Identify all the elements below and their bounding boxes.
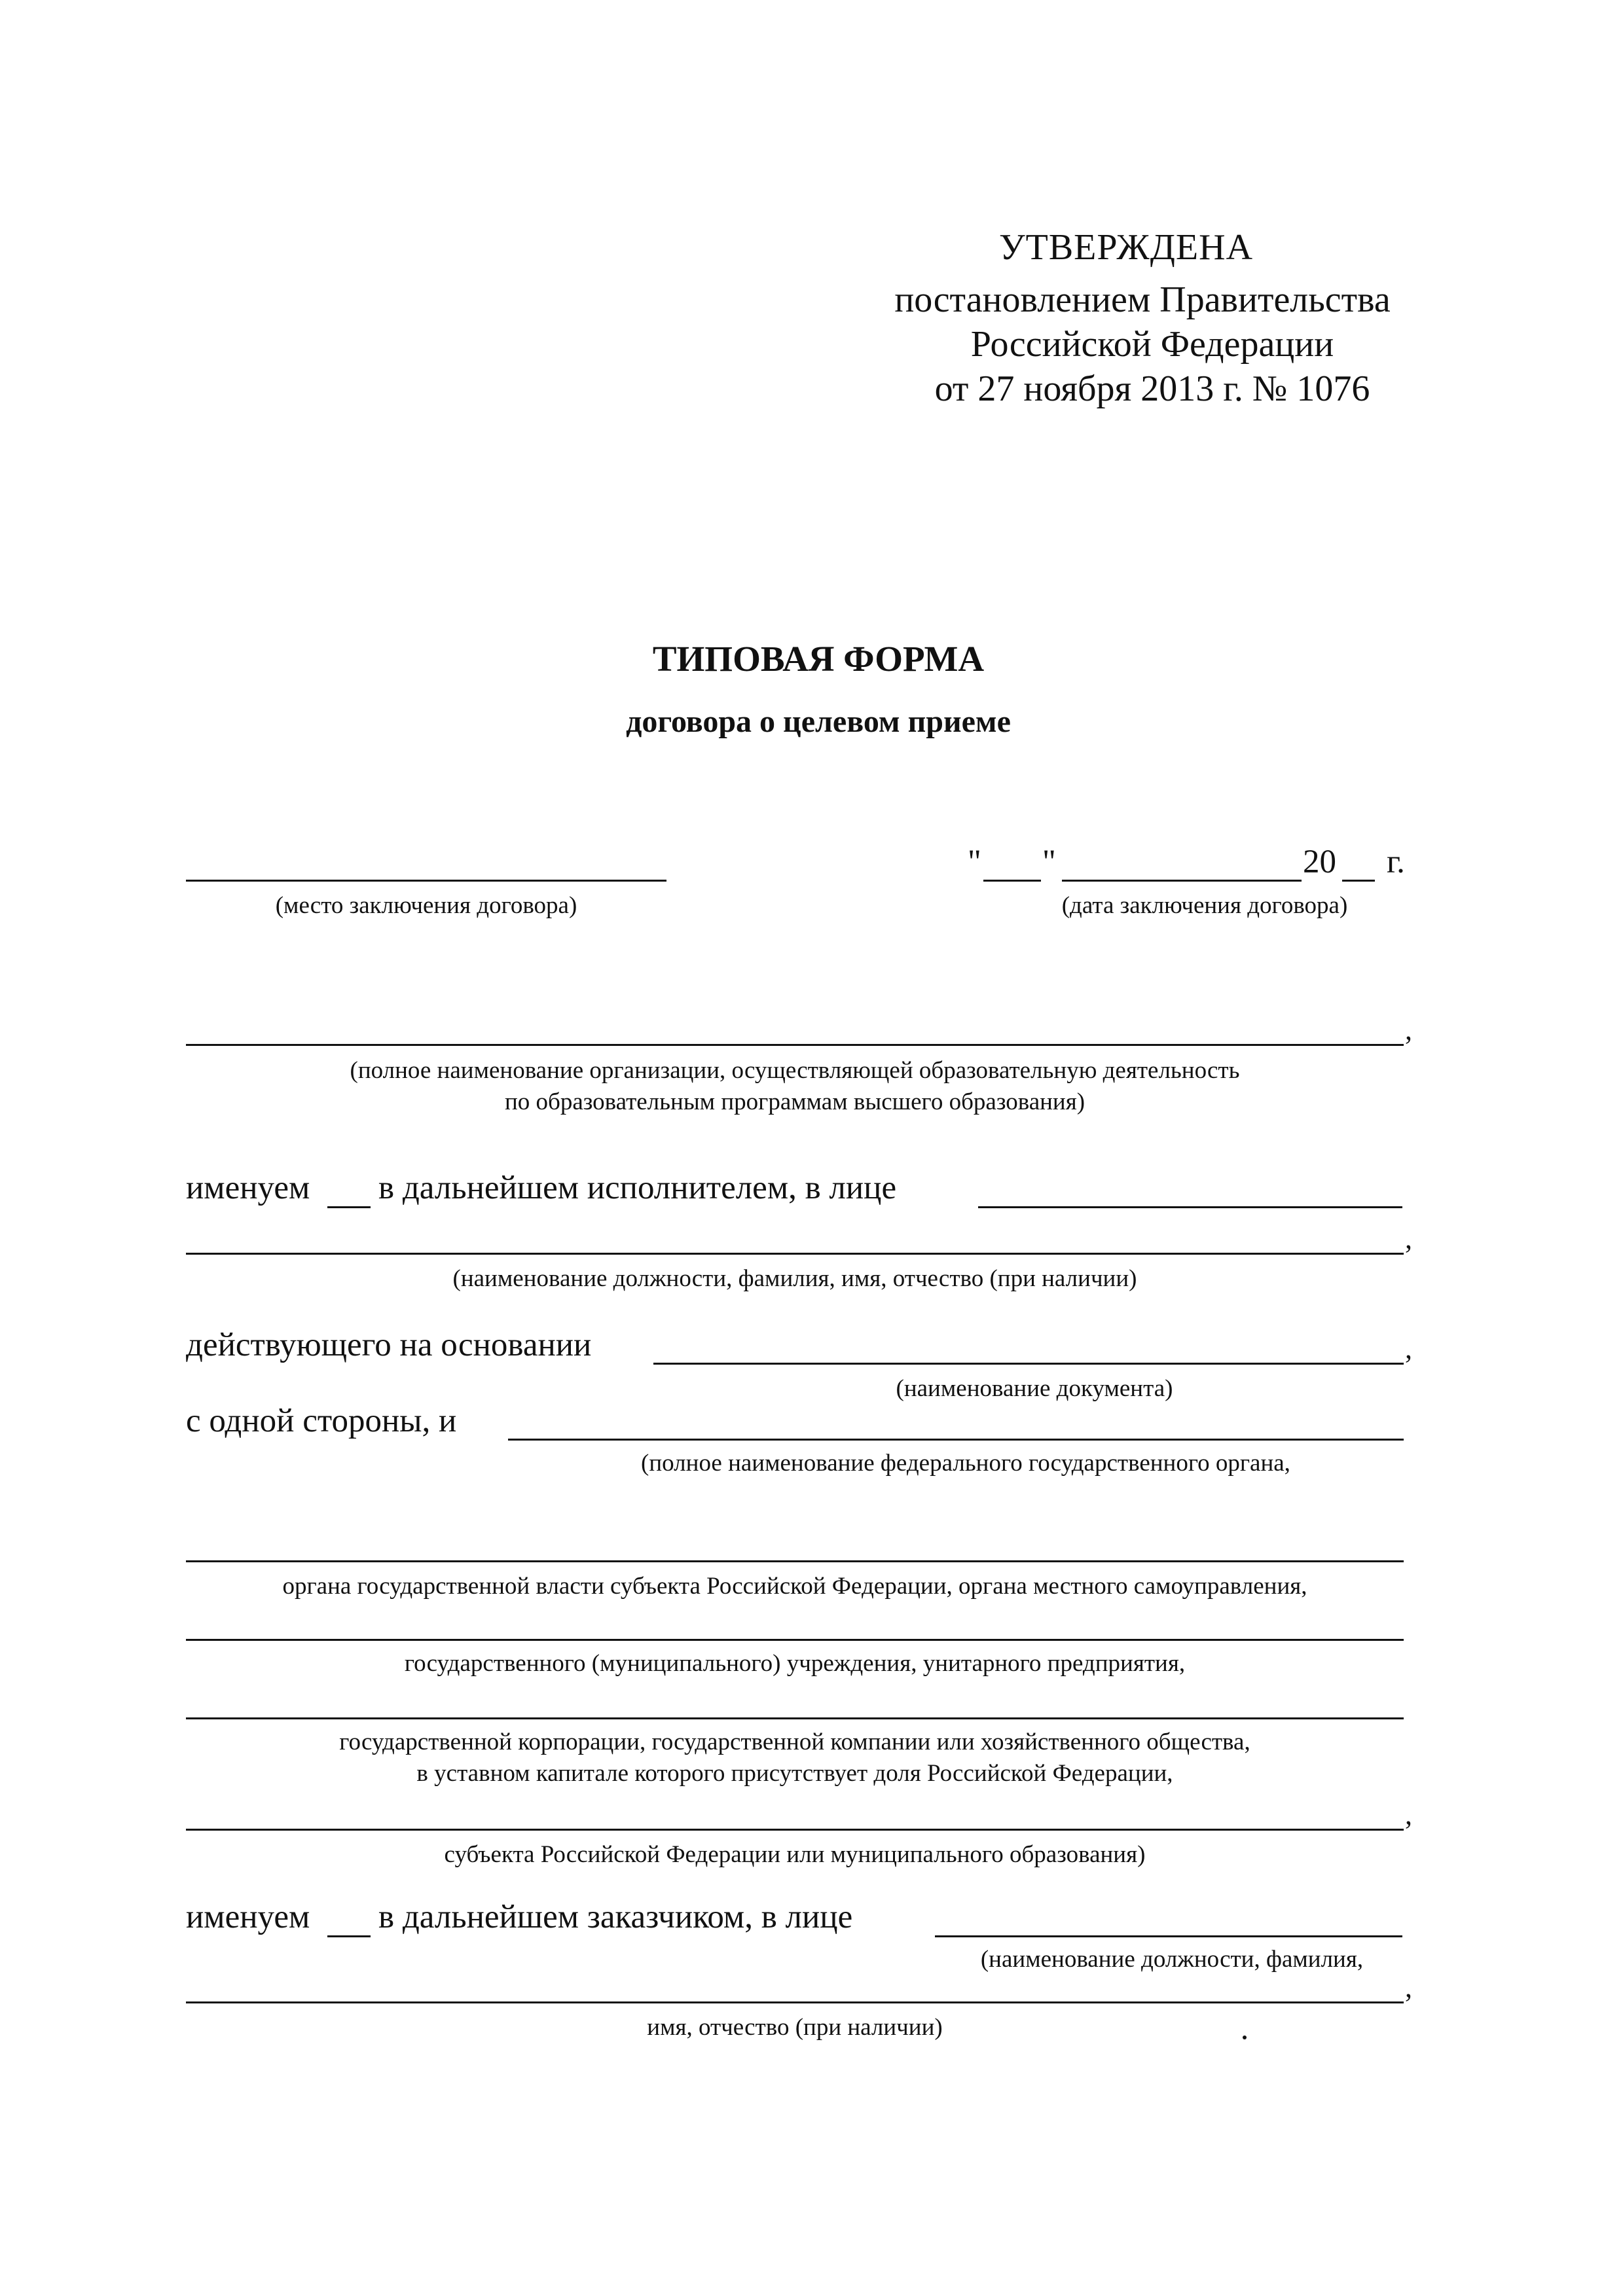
date-year-suffix: г. [1387,844,1405,880]
approval-title: УТВЕРЖДЕНА [998,227,1254,268]
customer-caption-1: (полное наименование федерального государственного органа, [641,1450,1290,1477]
executor-org-comma: , [1405,1014,1412,1046]
customer-person-blank-line-1[interactable] [935,1935,1402,1937]
executor-person-caption: (наименование должности, фамилия, имя, отчество (при наличии) [452,1265,1137,1292]
executor-person-comma: , [1405,1223,1412,1255]
customer-org-blank-line-2[interactable] [186,1560,1404,1562]
date-caption: (дата заключения договора) [1061,892,1348,919]
customer-person-blank-line-2[interactable] [186,2001,1404,2003]
date-year-blank-line[interactable] [1342,880,1375,882]
date-quote-open: " [968,844,981,880]
executor-org-caption-2: по образовательным программам высшего образования) [504,1088,1085,1115]
date-month-blank-line[interactable] [1062,880,1302,882]
executor-org-blank-line[interactable] [186,1044,1404,1046]
customer-caption-4-line-1: государственной корпорации, государственной компании или хозяйственного общества, [339,1729,1250,1755]
executor-named-prefix: именуем [186,1170,310,1206]
date-day-blank-line[interactable] [983,880,1041,882]
form-title: ТИПОВАЯ ФОРМА [652,639,985,679]
customer-org-blank-line-5[interactable] [186,1829,1404,1831]
executor-basis-caption: (наименование документа) [896,1375,1173,1402]
place-caption: (место заключения договора) [275,892,577,919]
executor-side-text: с одной стороны, и [186,1403,457,1439]
executor-org-caption-1: (полное наименование организации, осуществляющей образовательную деятельность [350,1057,1240,1084]
executor-person-blank-line-1[interactable] [978,1206,1402,1208]
customer-named-prefix: именуем [186,1899,310,1935]
date-year-prefix: 20 [1303,844,1336,880]
executor-named-suffix: в дальнейшем исполнителем, в лице [378,1170,897,1206]
place-blank-line[interactable] [186,880,666,882]
approval-line-1: постановлением Правительства [894,279,1391,320]
executor-basis-comma: , [1405,1333,1412,1365]
approval-line-3: от 27 ноября 2013 г. № 1076 [934,368,1370,409]
customer-named-suffix: в дальнейшем заказчиком, в лице [378,1899,853,1935]
customer-caption-4-line-2: в уставном капитале которого присутствует доля Российской Федерации, [416,1760,1173,1787]
customer-caption-3: государственного (муниципального) учреждения, унитарного предприятия, [404,1650,1186,1677]
customer-caption-2: органа государственной власти субъекта Российской Федерации, органа местного самоуправления, [282,1573,1307,1600]
customer-org-blank-line-1[interactable] [508,1439,1404,1441]
customer-org-blank-line-4[interactable] [186,1717,1404,1719]
customer-person-caption-1: (наименование должности, фамилия, [980,1946,1364,1973]
executor-basis-text: действующего на основании [186,1327,592,1363]
customer-person-comma: , [1405,1971,1412,2003]
executor-person-blank-line-2[interactable] [186,1253,1404,1255]
executor-named-ending-blank[interactable] [327,1206,371,1208]
scan-speck [1243,2036,1247,2039]
approval-line-2: Российской Федерации [970,324,1334,365]
customer-named-ending-blank[interactable] [327,1935,371,1937]
date-quote-close: " [1042,844,1056,880]
customer-person-caption-2: имя, отчество (при наличии) [647,2014,943,2041]
customer-caption-5: субъекта Российской Федерации или муниципального образования) [444,1841,1146,1868]
form-subtitle: договора о целевом приеме [626,704,1011,739]
executor-basis-blank-line[interactable] [653,1363,1404,1365]
customer-org-comma: , [1405,1799,1412,1831]
customer-org-blank-line-3[interactable] [186,1639,1404,1641]
